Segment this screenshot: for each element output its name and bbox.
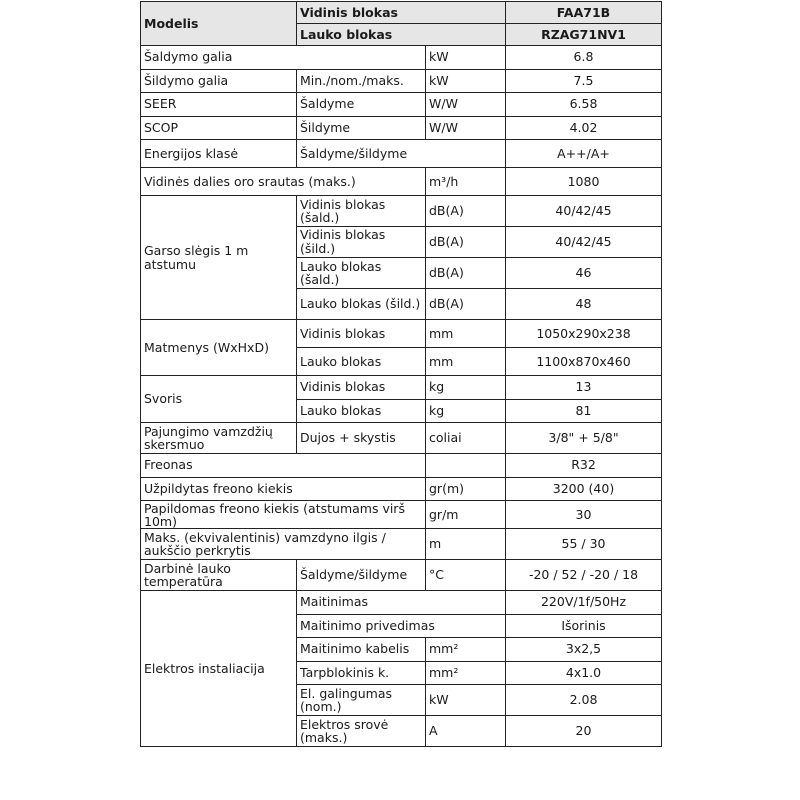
- row-value: 46: [506, 258, 662, 289]
- row-sublabel: Dujos + skystis: [297, 423, 426, 454]
- row-unit: kg: [426, 376, 506, 400]
- header-outdoor-label: Lauko blokas: [297, 24, 506, 46]
- row-unit: dB(A): [426, 227, 506, 258]
- header-model-label: Modelis: [141, 2, 297, 46]
- row-unit: kW: [426, 69, 506, 93]
- table-row: [141, 591, 662, 615]
- row-label: Užpildytas freono kiekis: [141, 477, 426, 501]
- table-row: [141, 140, 662, 168]
- table-row: [141, 116, 662, 140]
- table-row: [141, 501, 662, 529]
- table-row: [141, 69, 662, 93]
- row-label: SCOP: [141, 116, 297, 140]
- row-value: 20: [506, 716, 662, 747]
- row-value: 6.58: [506, 93, 662, 117]
- row-unit: kW: [426, 685, 506, 716]
- row-sublabel: Šaldyme: [297, 93, 426, 117]
- row-sublabel: El. galingumas (nom.): [297, 685, 426, 716]
- row-label: Energijos klasė: [141, 140, 297, 168]
- row-label: Papildomas freono kiekis (atstumams virš 10m): [141, 501, 426, 529]
- row-sublabel: Šaldyme/šildyme: [297, 140, 506, 168]
- row-unit: mm: [426, 320, 506, 348]
- row-value: 13: [506, 376, 662, 400]
- table-row: [141, 93, 662, 117]
- row-value: 220V/1f/50Hz: [506, 591, 662, 615]
- row-value: 3/8" + 5/8": [506, 423, 662, 454]
- row-label: Garso slėgis 1 m atstumu: [141, 196, 297, 320]
- row-sublabel: Maitinimo kabelis: [297, 638, 426, 662]
- row-sublabel: Min./nom./maks.: [297, 69, 426, 93]
- row-label: Matmenys (WxHxD): [141, 320, 297, 376]
- row-value: 81: [506, 399, 662, 423]
- row-value: 55 / 30: [506, 529, 662, 560]
- table-row: [141, 320, 662, 348]
- table-row: [141, 423, 662, 454]
- row-unit: mm: [426, 348, 506, 376]
- row-unit: m³/h: [426, 168, 506, 196]
- table-row: [141, 529, 662, 560]
- row-label: Pajungimo vamzdžių skersmuo: [141, 423, 297, 454]
- row-value: 6.8: [506, 46, 662, 70]
- row-value: Išorinis: [506, 614, 662, 638]
- table-row: [141, 196, 662, 227]
- specification-table: [140, 1, 662, 747]
- row-sublabel: Vidinis blokas (šald.): [297, 196, 426, 227]
- table-row: [141, 477, 662, 501]
- row-value: A++/A+: [506, 140, 662, 168]
- header-outdoor-model: RZAG71NV1: [506, 24, 662, 46]
- row-unit: dB(A): [426, 258, 506, 289]
- row-unit: kg: [426, 399, 506, 423]
- header-indoor-label: Vidinis blokas: [297, 2, 506, 24]
- row-sublabel: Lauko blokas: [297, 348, 426, 376]
- row-sublabel: Maitinimas: [297, 591, 506, 615]
- row-value: 3200 (40): [506, 477, 662, 501]
- row-sublabel: Vidinis blokas (šild.): [297, 227, 426, 258]
- table-row: [141, 454, 662, 478]
- row-sublabel: Lauko blokas (šald.): [297, 258, 426, 289]
- row-value: 2.08: [506, 685, 662, 716]
- table-row: [141, 46, 662, 70]
- row-value: 30: [506, 501, 662, 529]
- row-sublabel: Lauko blokas (šild.): [297, 289, 426, 320]
- header-indoor-model: FAA71B: [506, 2, 662, 24]
- row-label: Freonas: [141, 454, 426, 478]
- row-value: 1100x870x460: [506, 348, 662, 376]
- row-label: Vidinės dalies oro srautas (maks.): [141, 168, 426, 196]
- row-label: Darbinė lauko temperatūra: [141, 560, 297, 591]
- row-unit: dB(A): [426, 196, 506, 227]
- row-label: Elektros instaliacija: [141, 591, 297, 747]
- row-value: 4x1.0: [506, 661, 662, 685]
- row-label: Šildymo galia: [141, 69, 297, 93]
- row-unit: m: [426, 529, 506, 560]
- row-unit: [426, 454, 506, 478]
- row-value: 40/42/45: [506, 196, 662, 227]
- row-label: Maks. (ekvivalentinis) vamzdyno ilgis / aukščio perkrytis: [141, 529, 426, 560]
- row-sublabel: Šaldyme/šildyme: [297, 560, 426, 591]
- row-value: 3x2,5: [506, 638, 662, 662]
- row-unit: gr/m: [426, 501, 506, 529]
- row-value: 4.02: [506, 116, 662, 140]
- row-value: 1080: [506, 168, 662, 196]
- row-sublabel: Lauko blokas: [297, 399, 426, 423]
- row-value: 7.5: [506, 69, 662, 93]
- row-sublabel: Vidinis blokas: [297, 376, 426, 400]
- row-unit: W/W: [426, 93, 506, 117]
- row-value: 48: [506, 289, 662, 320]
- row-sublabel: Elektros srovė (maks.): [297, 716, 426, 747]
- row-value: 1050x290x238: [506, 320, 662, 348]
- row-label: Svoris: [141, 376, 297, 423]
- row-unit: mm²: [426, 638, 506, 662]
- row-label: SEER: [141, 93, 297, 117]
- row-unit: gr(m): [426, 477, 506, 501]
- row-value: R32: [506, 454, 662, 478]
- row-sublabel: Šildyme: [297, 116, 426, 140]
- row-sublabel: Tarpblokinis k.: [297, 661, 426, 685]
- row-label: Šaldymo galia: [141, 46, 426, 70]
- row-value: -20 / 52 / -20 / 18: [506, 560, 662, 591]
- table-row: [141, 560, 662, 591]
- table-row: [141, 376, 662, 400]
- table-row: [141, 168, 662, 196]
- row-unit: W/W: [426, 116, 506, 140]
- row-unit: °C: [426, 560, 506, 591]
- row-unit: coliai: [426, 423, 506, 454]
- row-value: 40/42/45: [506, 227, 662, 258]
- table-row: [141, 2, 662, 24]
- row-unit: mm²: [426, 661, 506, 685]
- row-sublabel: Maitinimo privedimas: [297, 614, 506, 638]
- row-unit: kW: [426, 46, 506, 70]
- row-sublabel: Vidinis blokas: [297, 320, 426, 348]
- row-unit: A: [426, 716, 506, 747]
- row-unit: dB(A): [426, 289, 506, 320]
